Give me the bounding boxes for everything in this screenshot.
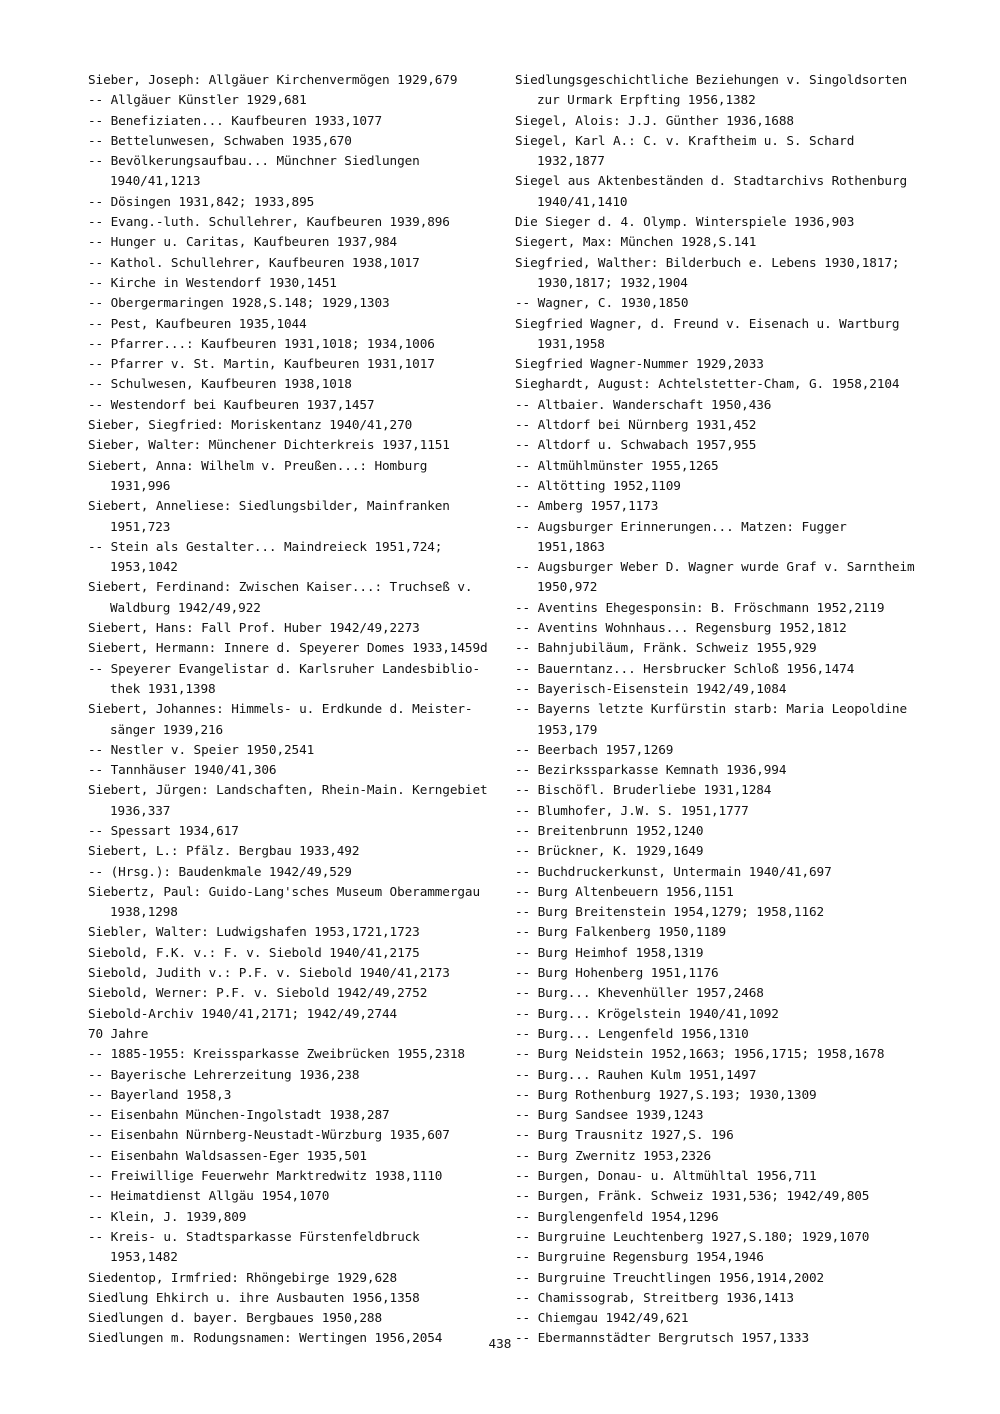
index-entry: -- Schulwesen, Kaufbeuren 1938,1018	[88, 376, 352, 392]
index-entry: -- Burg Hohenberg 1951,1176	[515, 965, 719, 981]
index-entry: Siebold, Judith v.: P.F. v. Siebold 1940/41,2173	[88, 965, 450, 981]
index-entry: -- Burg... Khevenhüller 1957,2468	[515, 985, 764, 1001]
index-entry: Sieber, Siegfried: Moriskentanz 1940/41,270	[88, 417, 413, 433]
index-entry: -- Kirche in Westendorf 1930,1451	[88, 274, 337, 290]
index-entry: -- Speyerer Evangelistar d. Karlsruher Landesbiblio-thek 1931,1398	[88, 660, 481, 696]
index-entry: Siebert, Ferdinand: Zwischen Kaiser...: Truchseß v. Waldburg 1942/49,922	[88, 579, 473, 615]
index-entry: -- Burg Zwernitz 1953,2326	[515, 1147, 712, 1163]
index-entry: Siebert, L.: Pfälz. Bergbau 1933,492	[88, 843, 360, 859]
index-entry: Siedlungen d. bayer. Bergbaues 1950,288	[88, 1310, 383, 1326]
index-entry: -- Kreis- u. Stadtsparkasse Fürstenfeldbruck 1953,1482	[88, 1228, 420, 1265]
index-entry: -- Altötting 1952,1109	[515, 477, 681, 493]
index-entry: -- Westendorf bei Kaufbeuren 1937,1457	[88, 396, 375, 412]
index-entry: -- Eisenbahn München-Ingolstadt 1938,287	[88, 1107, 390, 1123]
index-entry: -- Aventins Ehegesponsin: B. Fröschmann 1952,2119	[515, 599, 885, 615]
index-entry: -- Aventins Wohnhaus... Regensburg 1952,1812	[515, 620, 847, 636]
index-entry: -- Altbaier. Wanderschaft 1950,436	[515, 396, 772, 412]
index-entry: Siebertz, Paul: Guido-Lang'sches Museum Oberammergau 1938,1298	[88, 883, 481, 920]
index-entry: -- Bischöfl. Bruderliebe 1931,1284	[515, 782, 772, 798]
index-entry: -- Stein als Gestalter... Maindreieck 1951,724; 1953,1042	[88, 538, 443, 575]
index-entry: -- Burg Altenbeuern 1956,1151	[515, 883, 734, 899]
index-entry: -- Heimatdienst Allgäu 1954,1070	[88, 1188, 330, 1204]
index-entry: Siebold-Archiv 1940/41,2171; 1942/49,2744	[88, 1005, 398, 1021]
index-entry: -- Brückner, K. 1929,1649	[515, 843, 704, 859]
index-entry: Siegel aus Aktenbeständen d. Stadtarchivs Rothenburg 1940/41,1410	[515, 173, 908, 209]
index-entry: -- Burgruine Leuchtenberg 1927,S.180; 1929,1070	[515, 1228, 870, 1244]
index-entry: -- Bettelunwesen, Schwaben 1935,670	[88, 132, 352, 148]
index-entry: -- Breitenbrunn 1952,1240	[515, 822, 704, 838]
index-entry: -- Bezirkssparkasse Kemnath 1936,994	[515, 762, 787, 778]
index-entry: -- Wagner, C. 1930,1850	[515, 295, 689, 311]
index-entry: -- Kathol. Schullehrer, Kaufbeuren 1938,1017	[88, 254, 420, 270]
index-entry: Siebert, Anna: Wilhelm v. Preußen...: Homburg 1931,996	[88, 457, 428, 493]
index-entry: Die Sieger d. 4. Olymp. Winterspiele 1936,903	[515, 214, 855, 230]
index-entry: -- Altdorf bei Nürnberg 1931,452	[515, 417, 757, 433]
index-entry: -- Augsburger Weber D. Wagner wurde Graf v. Sarntheim 1950,972	[515, 559, 915, 595]
index-entry: Siedlung Ehkirch u. ihre Ausbauten 1956,1358	[88, 1289, 420, 1305]
index-entry: -- Pfarrer...: Kaufbeuren 1931,1018; 1934,1006	[88, 335, 435, 351]
index-entry: Siebert, Jürgen: Landschaften, Rhein-Main. Kerngebiet 1936,337	[88, 782, 488, 818]
index-entry: -- Bahnjubiläum, Fränk. Schweiz 1955,929	[515, 640, 817, 656]
index-entry: -- Augsburger Erinnerungen... Matzen: Fugger 1951,1863	[515, 518, 847, 554]
index-entry: -- Eisenbahn Nürnberg-Neustadt-Würzburg 1935,607	[88, 1127, 450, 1143]
index-entry: -- Burg... Lengenfeld 1956,1310	[515, 1025, 749, 1041]
index-entry: -- Bayerische Lehrerzeitung 1936,238	[88, 1066, 360, 1082]
index-entry: -- Bauerntanz... Hersbrucker Schloß 1956,1474	[515, 660, 855, 676]
index-entry: Sieghardt, August: Achtelstetter-Cham, G. 1958,2104	[515, 376, 900, 392]
index-entry: -- Burg Neidstein 1952,1663; 1956,1715; 1958,1678	[515, 1046, 885, 1062]
index-entry: Siebert, Johannes: Himmels- u. Erdkunde d. Meister-sänger 1939,216	[88, 701, 473, 737]
index-entry: Siedentop, Irmfried: Rhöngebirge 1929,628	[88, 1269, 398, 1285]
index-entry: -- Burgruine Treuchtlingen 1956,1914,2002	[515, 1269, 825, 1285]
index-entry: Siebert, Anneliese: Siedlungsbilder, Mainfranken 1951,723	[88, 498, 450, 534]
index-entry: -- Dösingen 1931,842; 1933,895	[88, 193, 315, 209]
index-entry: -- Burglengenfeld 1954,1296	[515, 1208, 719, 1224]
index-entry: Siegfried, Walther: Bilderbuch e. Lebens 1930,1817; 1930,1817; 1932,1904	[515, 254, 900, 290]
index-entry: -- Benefiziaten... Kaufbeuren 1933,1077	[88, 112, 383, 128]
index-entry: -- Burgen, Donau- u. Altmühltal 1956,711	[515, 1168, 817, 1184]
index-entry: -- Burg Sandsee 1939,1243	[515, 1107, 704, 1123]
index-entry: -- Bayerns letzte Kurfürstin starb: Maria Leopoldine 1953,179	[515, 701, 908, 737]
index-entry: -- Spessart 1934,617	[88, 822, 239, 838]
index-entry: -- Chiemgau 1942/49,621	[515, 1310, 689, 1326]
index-entry: -- Burg Trausnitz 1927,S. 196	[515, 1127, 734, 1143]
index-entry: -- Tannhäuser 1940/41,306	[88, 762, 277, 778]
index-entry: Siegfried Wagner, d. Freund v. Eisenach u. Wartburg 1931,1958	[515, 315, 900, 351]
index-entry: -- Burg Breitenstein 1954,1279; 1958,1162	[515, 904, 825, 920]
index-entry: -- Bevölkerungsaufbau... Münchner Siedlungen 1940/41,1213	[88, 153, 420, 189]
index-entry: -- Burg Rothenburg 1927,S.193; 1930,1309	[515, 1086, 817, 1102]
index-entry: Siedlungen m. Rodungsnamen: Wertingen 1956,2054	[88, 1330, 443, 1346]
index-entry: Siegel, Alois: J.J. Günther 1936,1688	[515, 112, 794, 128]
index-column-right	[515, 70, 915, 1349]
index-entry: -- Beerbach 1957,1269	[515, 741, 674, 757]
index-entry: -- Altdorf u. Schwabach 1957,955	[515, 437, 757, 453]
index-entry: -- Burg Heimhof 1958,1319	[515, 944, 704, 960]
index-entry: Siebler, Walter: Ludwigshafen 1953,1721,1723	[88, 924, 420, 940]
index-entry: -- Blumhofer, J.W. S. 1951,1777	[515, 802, 749, 818]
index-entry: -- Buchdruckerkunst, Untermain 1940/41,697	[515, 863, 832, 879]
index-entry: Siebold, F.K. v.: F. v. Siebold 1940/41,2175	[88, 944, 420, 960]
index-entry: -- Burg... Rauhen Kulm 1951,1497	[515, 1066, 757, 1082]
index-entry: -- Burg Falkenberg 1950,1189	[515, 924, 727, 940]
index-entry: -- Pfarrer v. St. Martin, Kaufbeuren 1931,1017	[88, 356, 435, 372]
index-entry: -- Evang.-luth. Schullehrer, Kaufbeuren 1939,896	[88, 214, 450, 230]
index-entry: -- Pest, Kaufbeuren 1935,1044	[88, 315, 307, 331]
index-entry: Sieber, Joseph: Allgäuer Kirchenvermögen 1929,679	[88, 72, 458, 87]
index-entry: Siedlungsgeschichtliche Beziehungen v. Singoldsorten zur Urmark Erpfting 1956,1382	[515, 72, 908, 108]
index-entry: -- Chamissograb, Streitberg 1936,1413	[515, 1289, 794, 1305]
index-entry: Siegel, Karl A.: C. v. Kraftheim u. S. Schard 1932,1877	[515, 132, 855, 169]
index-entry: Siegert, Max: München 1928,S.141	[515, 234, 757, 250]
index-entry: -- Bayerland 1958,3	[88, 1086, 232, 1102]
index-entry: Siebold, Werner: P.F. v. Siebold 1942/49,2752	[88, 985, 428, 1001]
index-entry: -- Nestler v. Speier 1950,2541	[88, 741, 315, 757]
index-entry: Siebert, Hermann: Innere d. Speyerer Domes 1933,1459d	[88, 640, 488, 656]
index-entry: Siebert, Hans: Fall Prof. Huber 1942/49,2273	[88, 620, 420, 636]
index-entry: 70 Jahre	[88, 1025, 149, 1041]
index-entry: -- Bayerisch-Eisenstein 1942/49,1084	[515, 680, 787, 696]
index-entry: -- (Hrsg.): Baudenkmale 1942/49,529	[88, 863, 352, 879]
index-entry: -- Obergermaringen 1928,S.148; 1929,1303	[88, 295, 390, 311]
index-entry: Siegfried Wagner-Nummer 1929,2033	[515, 356, 764, 372]
index-column-left	[88, 70, 488, 1349]
index-entry: Sieber, Walter: Münchener Dichterkreis 1937,1151	[88, 437, 450, 453]
index-entry: -- 1885-1955: Kreissparkasse Zweibrücken 1955,2318	[88, 1046, 465, 1062]
index-entry: -- Freiwillige Feuerwehr Marktredwitz 1938,1110	[88, 1168, 443, 1184]
index-entry: -- Allgäuer Künstler 1929,681	[88, 92, 307, 108]
index-entry: -- Ebermannstädter Bergrutsch 1957,1333	[515, 1330, 810, 1346]
index-entry: -- Klein, J. 1939,809	[88, 1208, 247, 1224]
index-entry: -- Eisenbahn Waldsassen-Eger 1935,501	[88, 1147, 367, 1163]
index-entry: -- Burgruine Regensburg 1954,1946	[515, 1249, 764, 1265]
index-entry: -- Amberg 1957,1173	[515, 498, 659, 514]
index-entry: -- Altmühlmünster 1955,1265	[515, 457, 719, 473]
index-entry: -- Hunger u. Caritas, Kaufbeuren 1937,984	[88, 234, 398, 250]
page-number: 438	[488, 1336, 512, 1351]
index-entry: -- Burgen, Fränk. Schweiz 1931,536; 1942/49,805	[515, 1188, 870, 1204]
index-entry: -- Burg... Krögelstein 1940/41,1092	[515, 1005, 779, 1021]
